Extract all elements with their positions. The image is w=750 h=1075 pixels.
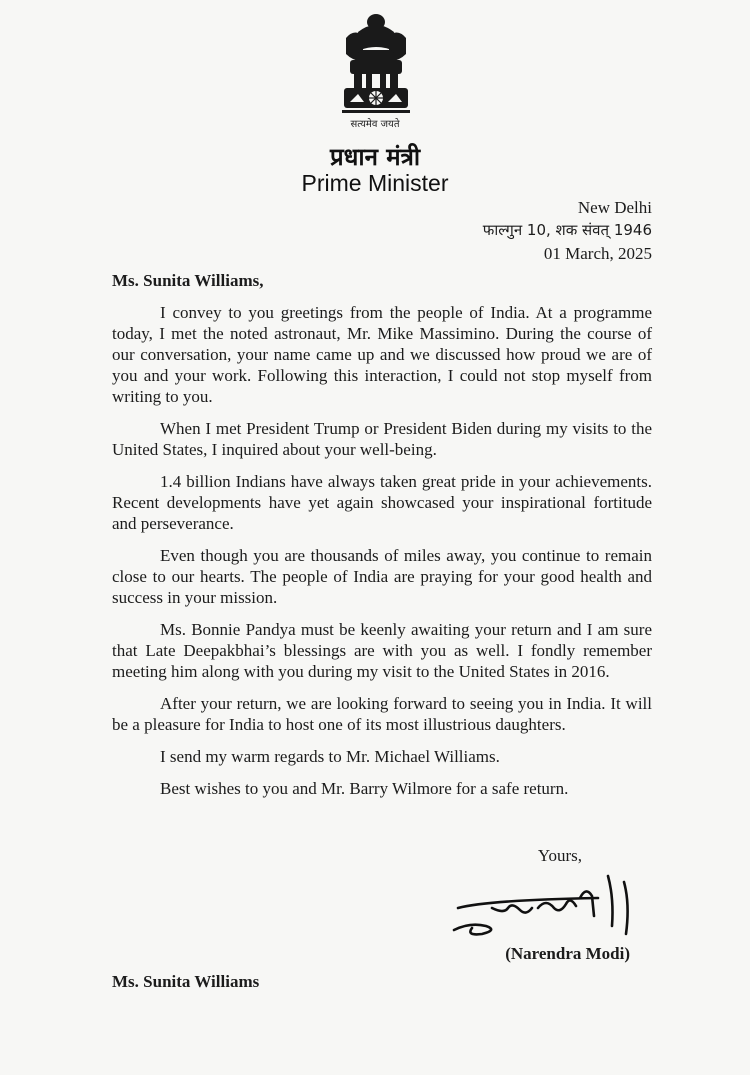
paragraph: I convey to you greetings from the people of India. At a programme today, I met the noted astronaut, Mr. Mike Massimino. During the course of our conversation, your name came up and we discussed how proud we are of you and your work. Following this interaction, I could not stop myself from writing to you. bbox=[112, 303, 652, 406]
motto: सत्यमेव जयते bbox=[350, 119, 400, 130]
paragraph: 1.4 billion Indians have always taken great pride in your achievements. Recent developments have yet again showcased your inspirational fortitude and perseverance. bbox=[112, 472, 652, 533]
dateline-date: 01 March, 2025 bbox=[543, 244, 652, 263]
signature-icon bbox=[448, 868, 638, 942]
letter-body bbox=[112, 302, 652, 810]
paragraph: After your return, we are looking forward to seeing you in India. It will be a pleasure for India to host one of its most illustrious daughters. bbox=[112, 694, 652, 734]
signatory-name: (Narendra Modi) bbox=[505, 944, 630, 963]
dateline bbox=[483, 196, 652, 265]
paragraph: Best wishes to you and Mr. Barry Wilmore for a safe return. bbox=[160, 779, 569, 798]
paragraph: Even though you are thousands of miles away, you continue to remain close to our hearts. The people of India are praying for your good health and success in your mission. bbox=[112, 546, 652, 607]
title-hindi: प्रधान मंत्री bbox=[329, 143, 421, 171]
paragraph: Ms. Bonnie Pandya must be keenly awaiting your return and I am sure that Late Deepakbhai’s blessings are with you as well. I fondly remember meeting him along with you during my visit to the United States in 2016. bbox=[112, 620, 652, 681]
dateline-place: New Delhi bbox=[577, 198, 652, 217]
addressee: Ms. Sunita Williams bbox=[112, 972, 260, 991]
dateline-saka-date: फाल्गुन 10, शक संवत् 1946 bbox=[482, 221, 652, 239]
national-emblem-icon bbox=[340, 10, 412, 118]
title-english: Prime Minister bbox=[301, 170, 449, 196]
paragraph: When I met President Trump or President Biden during my visits to the United States, I inquired about your well-being. bbox=[112, 419, 652, 459]
salutation: Ms. Sunita Williams, bbox=[112, 271, 264, 290]
paragraph: I send my warm regards to Mr. Michael Williams. bbox=[160, 747, 500, 766]
closing: Yours, bbox=[537, 846, 582, 865]
